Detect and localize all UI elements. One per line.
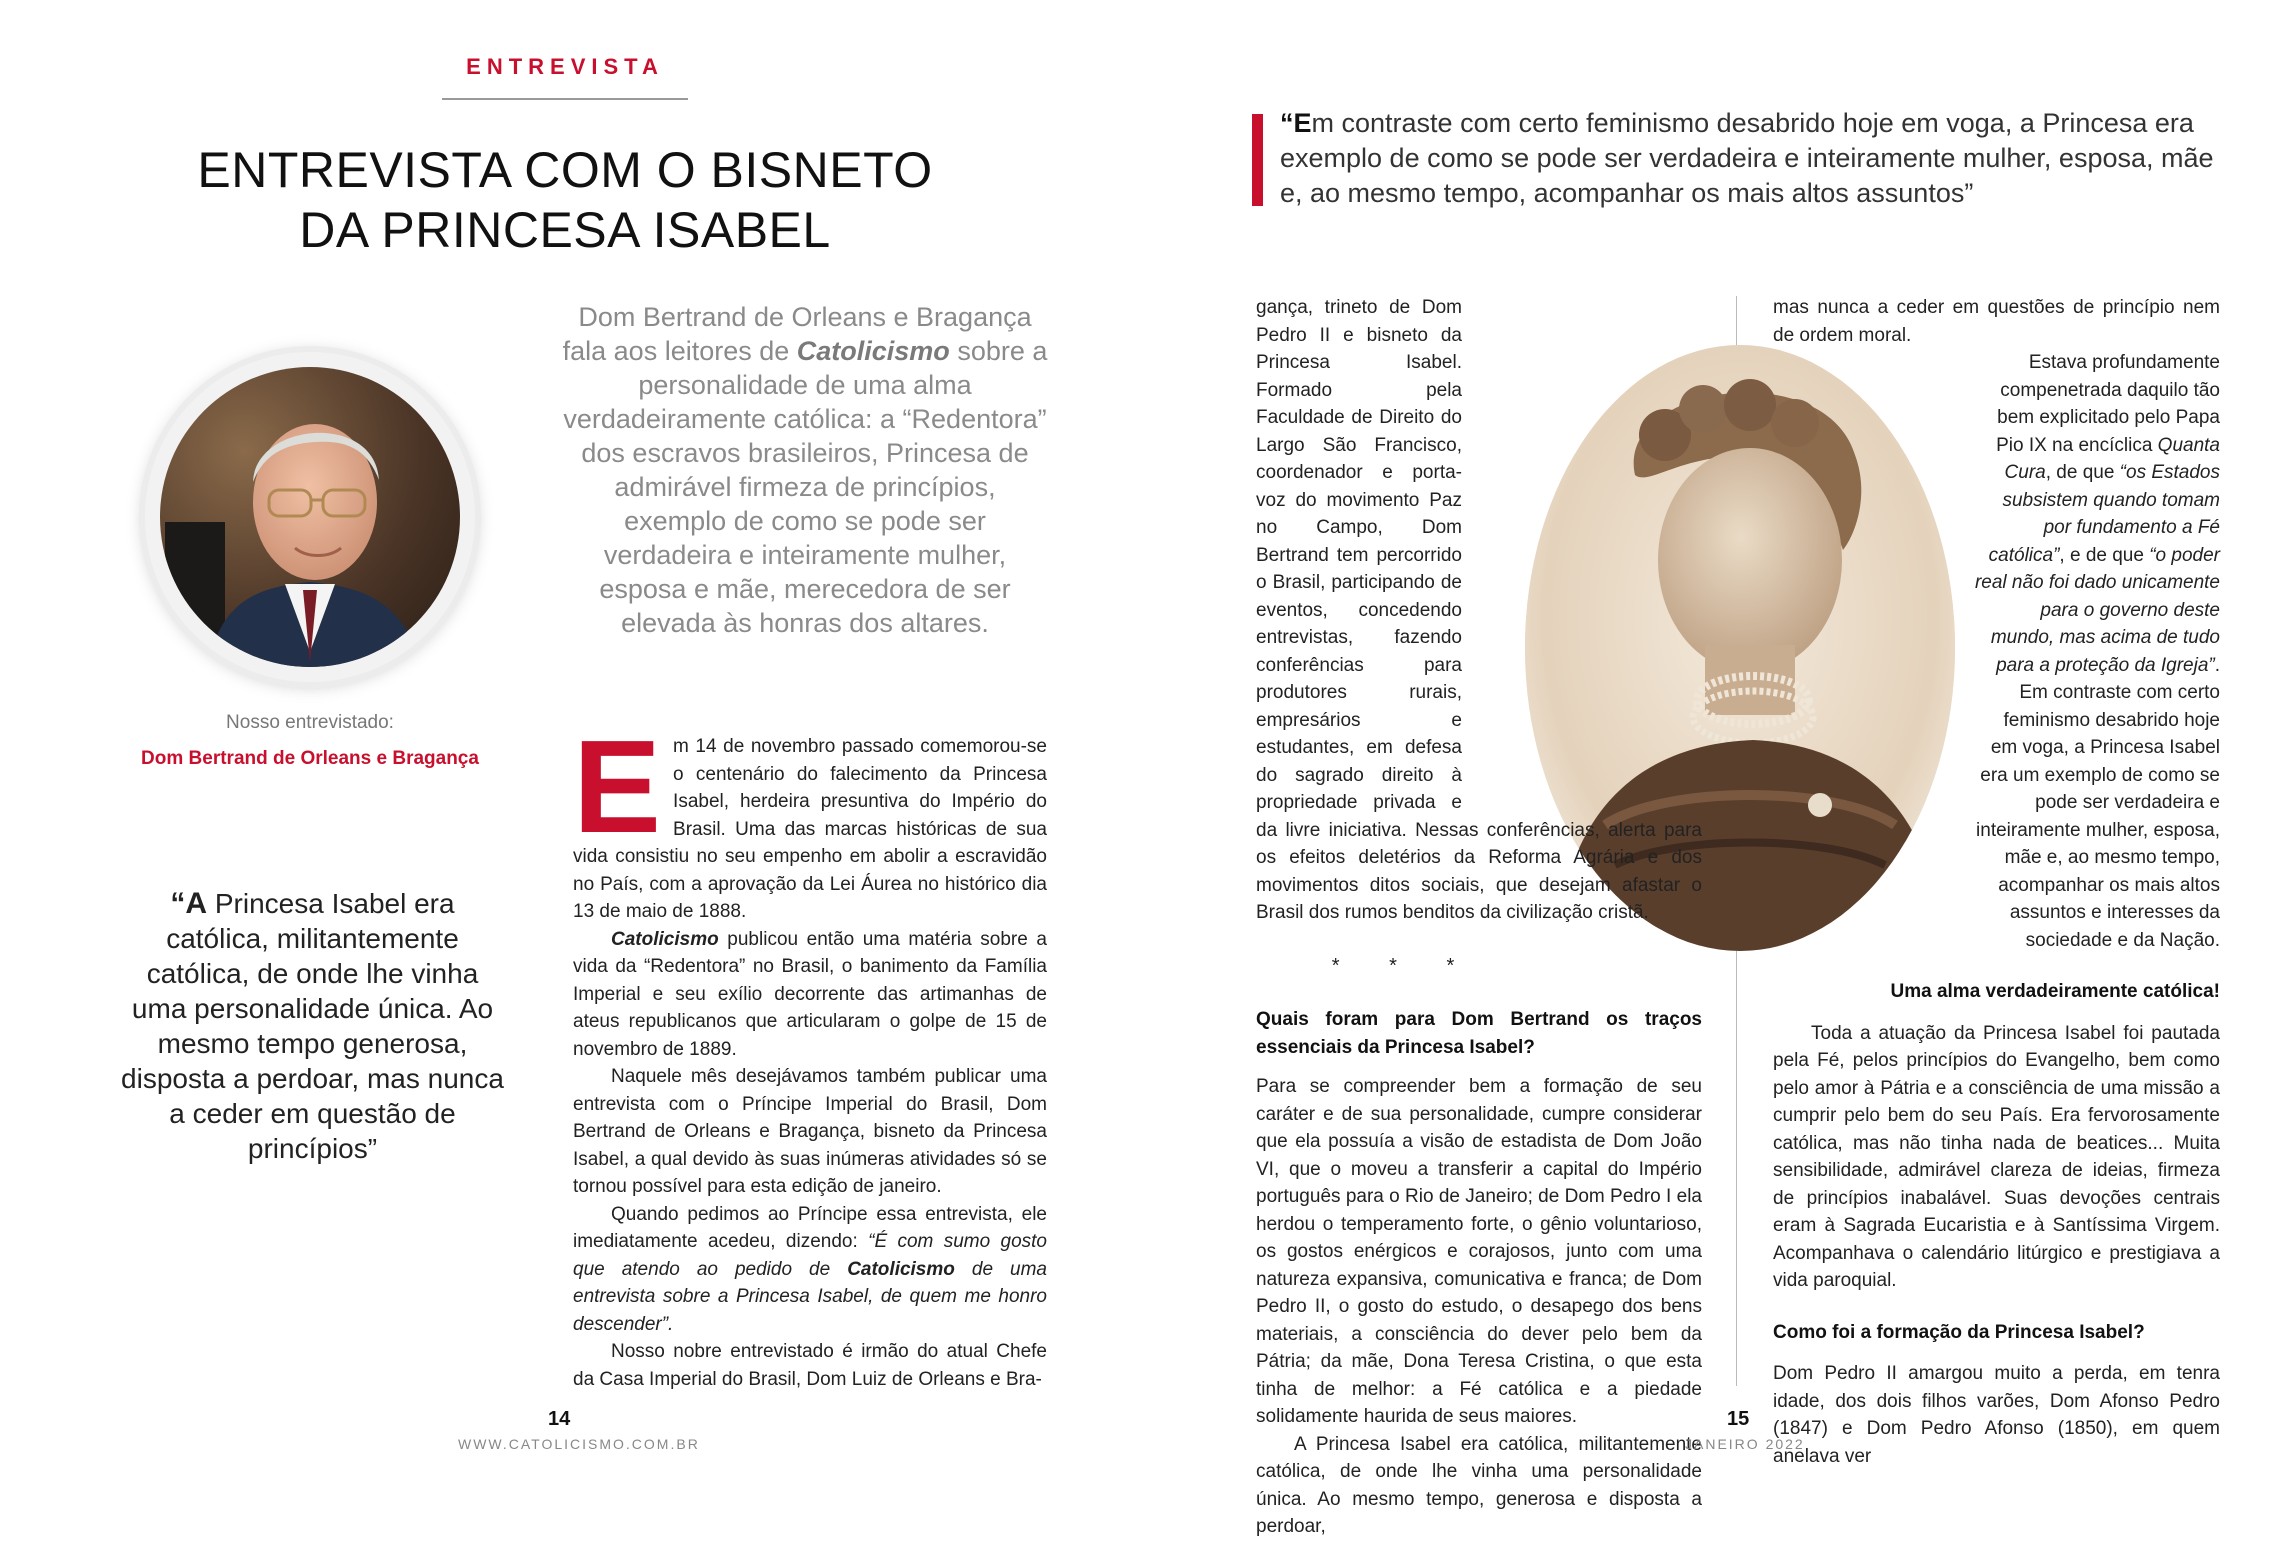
- paragraph: Para se compreender bem a formação de seu caráter e de sua personalidade, cumpre considerar que ela possuía a visão de estadista de Dom João VI, que o moveu a transferir a capital do Império português para o Rio de Janeiro; de Dom Pedro I ela herdou o temperamento forte, o gênio voluntarioso, os gostos enérgicos e corajosos, junto com uma natureza expansiva, comunicativa e franca; de Dom Pedro II, o gosto do estudo, o desapego dos bens materiais, a consciência do dever pelo bem da Pátria; da mãe, Dona Teresa Cristina, o que esta tinha de melhor: a Fé católica e a piedade solidamente haurida de seus maiores.: [1256, 1076, 1702, 1427]
- paragraph-text: , e de que: [2059, 544, 2150, 566]
- lede-magazine-name: Catolicismo: [796, 336, 950, 366]
- pull-quote-left: [120, 886, 505, 1166]
- quote-text: m contraste com certo feminismo desabrido hoje em voga, a Princesa era exemplo de como se pode ser verdadeira e inteiramente mulher, esposa, mãe e, ao mesmo tempo, acompanhar os mais altos assuntos”: [1280, 108, 2214, 208]
- section-label: ENTREVISTA: [466, 54, 664, 79]
- portrait-image: [145, 352, 475, 682]
- article-column-1: [573, 713, 1048, 1393]
- section-divider: [442, 98, 688, 100]
- encyclical-name: Quanta Cura: [2004, 434, 2220, 483]
- paragraph: gança, trineto de Dom Pedro II e bisneto da Princesa Isabel. Formado pela Faculdade de Direito do Largo São Francisco, coordenador e porta-voz do movimento Paz no Campo, Dom Bertrand tem percorrido o Brasil, participando de eventos, concedendo entrevistas, fazendo conferências para produtores rurais, empresários e estudantes, em defesa do sagrado direito à propriedade privada e da livre iniciativa. Nessas conferências, alerta para os efeitos deletérios da Reforma Agrária e dos movimentos ditos sociais, que desejam afastar o Brasil dos rumos benditos da civilização cristã.: [1256, 297, 1702, 923]
- quote-open: “A: [170, 887, 208, 920]
- title-line-2: DA PRINCESA ISABEL: [299, 202, 831, 258]
- interview-question: Como foi a formação da Princesa Isabel?: [1773, 1321, 2145, 1343]
- page-number-right: 15: [1727, 1408, 1750, 1430]
- title-line-1: ENTREVISTA COM O BISNETO: [197, 142, 933, 198]
- interviewee-portrait: [145, 352, 475, 682]
- paragraph: Nosso nobre entrevistado é irmão do atual Chefe da Casa Imperial do Brasil, Dom Luiz de Orleans e Bra-: [573, 1341, 1047, 1390]
- paragraph-text: , de que: [2045, 462, 2120, 483]
- magazine-name: Catolicismo: [847, 1258, 955, 1280]
- paragraph: [573, 713, 1047, 926]
- paragraph: [573, 1201, 1047, 1339]
- lede-text-2: sobre a personalidade de uma alma verdadeiramente católica: a “Redentora” dos escravos brasileiros, Princesa de admirável firmeza de princípios, exemplo de como se pode ser verdadeira e inteiramente mulher, esposa e mãe, merecedora de ser elevada às honras dos altares.: [563, 336, 1048, 638]
- lede-paragraph: [560, 300, 1050, 640]
- drop-cap: E: [573, 713, 662, 860]
- interviewee-name: Dom Bertrand de Orleans e Bragança: [141, 748, 479, 769]
- quote-text: “os Estados subsistem quando tomam por fundamento a Fé católica”: [1988, 462, 2220, 566]
- paragraph-text: .: [2214, 654, 2220, 676]
- magazine-name: Catolicismo: [611, 928, 719, 950]
- article-column-3: [1773, 294, 2220, 1470]
- page-number-left: 14: [548, 1408, 571, 1430]
- pull-quote-right: [1280, 106, 2225, 211]
- paragraph: A Princesa Isabel era católica, militantemente católica, de onde lhe vinha uma personalidade única. Ao mesmo tempo, generosa e disposta a perdoar,: [1256, 1433, 1702, 1537]
- paragraph: Em contraste com certo feminismo desabrido hoje em voga, a Princesa Isabel era um exemplo de como se pode ser verdadeira e inteiramente mulher, esposa, mãe e, ao mesmo tempo, acompanhar os mais altos assuntos e interesses da sociedade e da Nação.: [1976, 682, 2220, 951]
- paragraph-text: m 14 de novembro passado comemorou-se o centenário do falecimento da Princesa Isabel, herdeira presuntiva do Império do Brasil. Uma das marcas históricas de sua vida consistiu no seu empenho em abolir a escravidão no País, com a aprovação da Lei Áurea no histórico dia 13 de maio de 1888.: [573, 736, 1047, 922]
- quote-text: Princesa Isabel era católica, militantemente católica, de onde lhe vinha uma personalidade única. Ao mesmo tempo generosa, disposta a perdoar, mas nunca a ceder em questão de princípios”: [121, 888, 504, 1164]
- quote-text: “É com sumo gosto que atendo ao pedido de: [573, 1231, 1047, 1280]
- quote-text: de uma entrevista sobre a Princesa Isabel, de quem me honro descender”.: [573, 1258, 1048, 1335]
- paragraph: Dom Pedro II amargou muito a perda, em tenra idade, dos dois filhos varões, Dom Afonso Pedro (1847) e Dom Pedro Afonso (1850), em quem anelava ver: [1773, 1363, 2220, 1467]
- paragraph-text: publicou então uma matéria sobre a vida da “Redentora” no Brasil, o banimento da Família Imperial e seu exílio decorrente das artimanhas de ateus republicanos que articularam o golpe de 15 de novembro de 1889.: [573, 928, 1047, 1060]
- text-wrap-spacer: [1773, 349, 1973, 909]
- lede-text-1: Dom Bertrand de Orleans e Bragança fala aos leitores de: [562, 302, 1032, 366]
- article-column-2: [1256, 294, 1702, 1541]
- interview-question: Quais foram para Dom Bertrand os traços essenciais da Princesa Isabel?: [1256, 1009, 1702, 1058]
- subheading: Uma alma verdadeiramente católica!: [1890, 981, 2220, 1002]
- paragraph: Toda a atuação da Princesa Isabel foi pautada pela Fé, pelos princípios do Evangelho, bem como pelo amor à Pátria e a consciência de uma missão a cumprir pelo bem do seu País. Era fervorosamente católica, mas não tinha nada de beatices... Muita sensibilidade, admirável clareza de ideias, firmeza de princípios inabalável. Suas devoções centrais eram à Sagrada Eucaristia e à Santíssima Virgem. Acompanhava o calendário litúrgico e prestigiava a vida paroquial.: [1773, 1022, 2220, 1291]
- paragraph: mas nunca a ceder em questões de princípio nem de ordem moral.: [1773, 297, 2220, 346]
- footer-date: JANEIRO 2022: [1685, 1436, 1805, 1452]
- page-title: [150, 140, 980, 260]
- quote-open: “E: [1280, 108, 1312, 138]
- paragraph-text: Estava profundamente compenetrada daquilo tão bem explicitado pelo Papa Pio IX na encíclica: [1996, 352, 2220, 456]
- paragraph: Naquele mês desejávamos também publicar uma entrevista com o Príncipe Imperial do Brasil, Dom Bertrand de Orleans e Bragança, bisneto da Princesa Isabel, a qual devido às suas inúmeras atividades só se tornou possível para esta edição de janeiro.: [573, 1066, 1047, 1197]
- text-wrap-spacer: [1462, 364, 1702, 804]
- paragraph-text: Quando pedimos ao Príncipe essa entrevista, ele imediatamente acedeu, dizendo:: [573, 1203, 1047, 1252]
- portrait-caption: Nosso entrevistado:: [226, 712, 394, 733]
- paragraph: [573, 926, 1047, 1064]
- quote-text: “o poder real não foi dado unicamente para o governo deste mundo, mas acima de tudo para a proteção da Igreja”: [1974, 544, 2220, 676]
- section-break: * * *: [1331, 954, 1477, 977]
- quote-accent-bar: [1252, 114, 1263, 206]
- footer-url: WWW.CATOLICISMO.COM.BR: [458, 1436, 700, 1452]
